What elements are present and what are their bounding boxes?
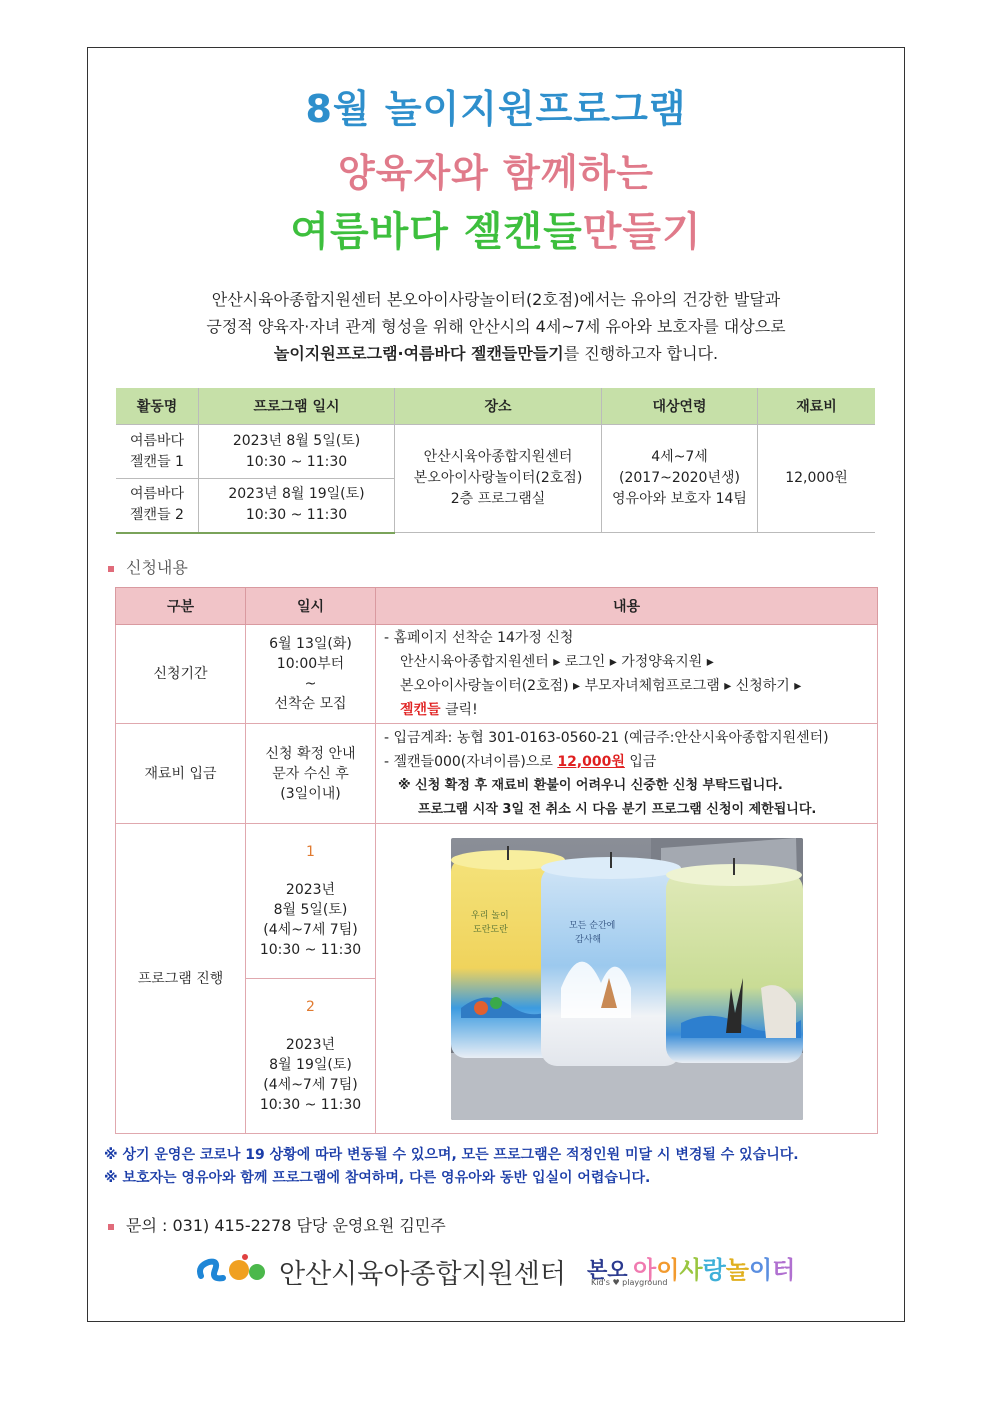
intro-bold: 놀이지원프로그램·여름바다 젤캔들만들기 [273,344,564,363]
text: 2023년 [285,882,336,898]
period-date [246,625,376,724]
jar-1-text-a: 우리 놀이 [470,910,509,921]
text [247,862,374,880]
text: 10:30 ~ 11:30 [259,942,362,958]
text: 10:30 ~ 11:30 [259,1097,362,1113]
gel-candle-link: 젤캔들 [400,702,441,718]
text: 영유아와 보호자 14팀 [612,491,747,507]
intro-line-1: 안산시육아종합지원센터 본오아이사랑놀이터(2호점)에서는 유아의 건강한 발달과 [211,290,781,309]
contact-text: 문의 : 031) 415-2278 담당 운영요원 김민주 [126,1216,446,1235]
activity-datetime-1 [199,425,395,479]
program-info-table [116,388,875,534]
intro-line-3 [87,340,905,367]
title-line-3-green: 여름바다 젤캔들 [290,209,583,255]
candle-photo [451,838,803,1120]
text: 안산시육아종합지원센터 [423,449,573,465]
text: (4세~7세 7팀) [263,1077,358,1093]
text: 10:30 ~ 11:30 [245,453,348,470]
period-label: 신청기간 [116,625,246,724]
text: - 입금계좌: 농협 301-0163-0560-21 (예금주:안산시육아종합지원센터) [384,729,829,746]
text: 2층 프로그램실 [450,491,546,507]
fee-content [376,724,878,824]
text: 젤캔들 1 [130,453,184,470]
col-fee: 재료비 [758,388,876,425]
col-datetime: 프로그램 일시 [199,388,395,425]
bullet-square-icon [108,566,114,572]
text: 2023년 8월 5일(토) [232,432,361,449]
text: 신청 확정 안내 [265,745,356,762]
section-application [108,555,188,578]
text: 랑 [702,1256,726,1284]
text: 2 [306,999,315,1015]
text: ※ 신청 확정 후 재료비 환불이 어려우니 신중한 신청 부탁드립니다. [398,777,783,793]
text [384,750,876,774]
title-line-1: 8월 놀이지원프로그램 [305,87,687,131]
text: 10:30 ~ 11:30 [245,507,348,524]
text: 1 [306,844,315,860]
text: 입금 [624,753,657,770]
text: (2017~2020년생) [619,470,740,486]
text: 본오아이사랑놀이터(2호점) [413,470,583,486]
logo-tagline: Kid's ♥ playground [591,1278,668,1287]
activity-age [602,425,758,533]
activity-name-1 [116,425,199,479]
activity-name-2 [116,479,199,533]
text: 2023년 8월 19일(토) [228,486,365,503]
candle-photo-cell [376,824,878,1134]
activity-place [395,425,602,533]
text: 안산시육아종합지원센터 ▸ 로그인 ▸ 가정양육지원 ▸ [400,654,714,670]
text: 4세~7세 [651,449,708,465]
jar-1-text-b: 도란도란 [472,924,508,935]
text: 10:00부터 [276,656,345,672]
session-1 [246,824,376,979]
title-line-3-pink: 만들기 [582,209,702,255]
fee-label: 재료비 입금 [116,724,246,824]
intro-paragraph [87,286,905,367]
text: 클릭! [440,702,478,718]
text: 본오아이사랑놀이터(2호점) ▸ 부모자녀체험프로그램 ▸ 신청하기 ▸ [400,678,802,694]
org-logo-icon [195,1248,275,1288]
contact-info [108,1213,446,1236]
activity-datetime-2 [199,479,395,533]
bono-text: 본오 [587,1258,628,1282]
text: - 젤캔들000(자녀이름)으로 [384,753,558,770]
text: 여름바다 [129,432,185,449]
col-activity: 활동명 [116,388,199,425]
text: 터 [772,1256,796,1284]
col-date: 일시 [246,588,376,625]
text: 선착순 모집 [274,696,347,712]
text: 6월 13일(화) [269,636,352,652]
text [247,1017,374,1035]
text: 8월 19일(토) [269,1057,352,1073]
text: 8월 5일(토) [273,902,348,918]
text: 이 [656,1256,680,1284]
text [384,698,876,722]
col-age: 대상연령 [602,388,758,425]
title-line-2: 양육자와 함께하는 [338,151,654,195]
footnote-1: ※ 상기 운영은 코로나 19 상황에 따라 변동될 수 있으며, 모든 프로그램은 적정인원 미달 시 변경될 수 있습니다. [104,1147,799,1163]
activity-fee: 12,000원 [758,425,876,533]
jar-2-text-a: 모든 순간에 [568,920,615,931]
text: (3일이내) [280,785,341,802]
section-title: 신청내용 [126,558,188,577]
col-place: 장소 [395,388,602,425]
text: 여름바다 [129,486,185,503]
text: ~ [304,676,317,692]
fee-date [246,724,376,824]
period-content [376,625,878,724]
text: 놀 [725,1256,749,1284]
jar-2-text-b: 감사해 [574,934,601,945]
intro-line-2: 긍정적 양육자·자녀 관계 형성을 위해 안산시의 4세~7세 유아와 보호자를 대상으로 [206,317,786,336]
text: 젤캔들 2 [130,507,184,524]
text: 문자 수신 후 [272,765,349,782]
intro-rest: 를 진행하고자 합니다. [563,344,719,363]
title-line-3 [0,200,992,257]
text: 프로그램 시작 3일 전 취소 시 다음 분기 프로그램 신청이 제한됩니다. [418,801,817,817]
application-table [115,587,878,1134]
col-content: 내용 [376,588,878,625]
session-2 [246,979,376,1134]
bullet-square-icon [108,1224,114,1230]
text: 아 [633,1256,657,1284]
text: 이 [748,1256,773,1284]
col-category: 구분 [116,588,246,625]
program-label: 프로그램 진행 [116,824,246,1134]
text: 2023년 [285,1037,336,1053]
text: (4세~7세 7팀) [263,922,358,938]
footnote-2: ※ 보호자는 영유아와 함께 프로그램에 참여하며, 다른 영유아와 동반 입실이 어렵습니다. [104,1170,651,1186]
deposit-amount: 12,000원 [557,753,625,770]
candle-photo-svg [451,838,803,1120]
text: - 홈페이지 선착순 14가정 신청 [384,630,574,646]
text: 사 [679,1256,703,1284]
org-name: 안산시육아종합지원센터 [279,1259,566,1290]
